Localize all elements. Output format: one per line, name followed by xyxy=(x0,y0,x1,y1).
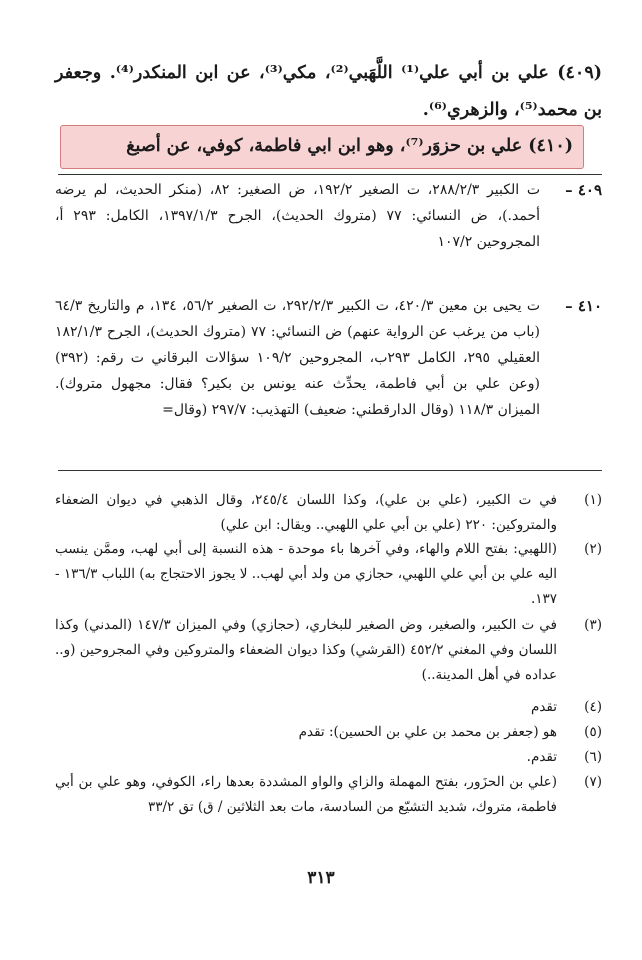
entry-409 xyxy=(55,55,602,129)
entry-410-number: (٤١٠) xyxy=(528,136,573,156)
page-number: ٣١٣ xyxy=(307,868,335,888)
entry-410-highlighted xyxy=(60,125,584,169)
footnote-6-number: (٦) xyxy=(584,749,602,765)
annotation-410-text: ت يحيى بن معين ٤٢٠/٣، ت الكبير ٢٩٢/٢/٣، ت الصغير ٥٦/٢، ١٣٤، م والتاريخ ٦٤/٣ (باب من يرغب عن الرواية عنهم) ض النسائي: ٧٧ (متروك الحديث)، الجرح ١٨٢/١/٣ العقيلي ٢٩٥، الكامل ٢٩٣ب، المجروحين ١٠٩/٢ سؤالات البرقاني ت رقم: (٣٩٢) (وعن علي بن أبي فاطمة، يحدِّث عنه يونس بن بكير؟ فقال: مجهول متروك). الميزان ١١٨/٣ (وقال الدارقطني: ضعيف) التهذيب: ٢٩٧/٧ (وقال= xyxy=(55,298,541,418)
footnote-7-text: (علي بن الحزَور، بفتح المهملة والزاي والواو المشددة بعدها راء، الكوفي، وهو علي بن أبي فاطمة، متروك، شديد التشيّع من السادسة، مات بعد الثلاثين / ق) تق ٣٣/٢ xyxy=(55,774,557,815)
footnote-5-text: هو (جعفر بن محمد بن علي بن الحسين): تقدم xyxy=(298,724,557,740)
footnote-7-number: (٧) xyxy=(584,774,602,790)
footnote-1-text: في ت الكبير، (علي بن علي)، وكذا اللسان ٢٤٥/٤، وقال الذهبي في ديوان الضعفاء والمتروكين: ٢٢٠ (علي بن أبي علي اللهبي.. ويقال: ابن علي) xyxy=(55,492,558,533)
footnote-6-text: تقدم. xyxy=(526,749,557,765)
annotation-410 xyxy=(55,293,602,423)
footnote-1 xyxy=(55,488,602,538)
footnote-5-number: (٥) xyxy=(584,724,602,740)
divider-footnotes xyxy=(58,470,602,471)
footnote-3-text: في ت الكبير، والصغير، وض الصغير للبخاري، (حجازي) وفي الميزان ١٤٧/٣ (المدني) وكذا اللسان وفي المغني ٤٥٢/٢ (القرشي) وكذا ديوان الضعفاء والمتروكين وفي المجروحين (و.. عداده في أهل المدينة..) xyxy=(55,617,557,683)
annotation-409-text: ت الكبير ٢٨٨/٢/٣، ت الصغير ١٩٢/٢، ض الصغير: ٨٢، (منكر الحديث، لم يرضه أحمد.)، ض النسائي: ٧٧ (متروك الحديث)، الجرح ١٣٩٧/١/٣، الكامل: ٢٩٣ أ، المجروحين ١٠٧/٢ xyxy=(55,182,540,250)
annotation-409 xyxy=(55,177,602,255)
entry-410-text: علي بن حزوَر⁽⁷⁾، وهو ابن ابي فاطمة، كوفي، عن أصبغ xyxy=(126,136,523,156)
footnote-3-number: (٣) xyxy=(584,617,602,633)
annotation-409-number: ٤٠٩ – xyxy=(565,181,602,199)
footnote-1-number: (١) xyxy=(584,492,602,508)
footnote-4-text: تقدم xyxy=(530,699,557,715)
divider-top xyxy=(58,174,602,175)
footnote-4 xyxy=(55,695,602,720)
footnote-2 xyxy=(55,537,602,612)
entry-409-text: علي بن أبي علي⁽¹⁾ اللَّهَبي⁽²⁾، مكي⁽³⁾، عن ابن المنكدر⁽⁴⁾. وجعفر بن محمد⁽⁵⁾، والزهري⁽⁶⁾. xyxy=(55,63,602,120)
footnote-6 xyxy=(55,745,602,770)
footnote-3 xyxy=(55,613,602,688)
annotation-410-number: ٤١٠ – xyxy=(565,297,602,315)
footnote-2-number: (٢) xyxy=(584,541,602,557)
footnote-5 xyxy=(55,720,602,745)
footnote-4-number: (٤) xyxy=(584,699,602,715)
footnote-2-text: (اللهبي: بفتح اللام والهاء، وفي آخرها باء موحدة - هذه النسبة إلى أبي لهب، وممَّن ينسب اليه علي بن أبي علي اللهبي، حجازي من ولد أبي لهب.. لا يجوز الاحتجاج به) اللباب ١٣٦/٣ - ١٣٧. xyxy=(55,541,557,607)
entry-409-number: (٤٠٩) xyxy=(557,63,603,83)
footnote-7 xyxy=(55,770,602,820)
